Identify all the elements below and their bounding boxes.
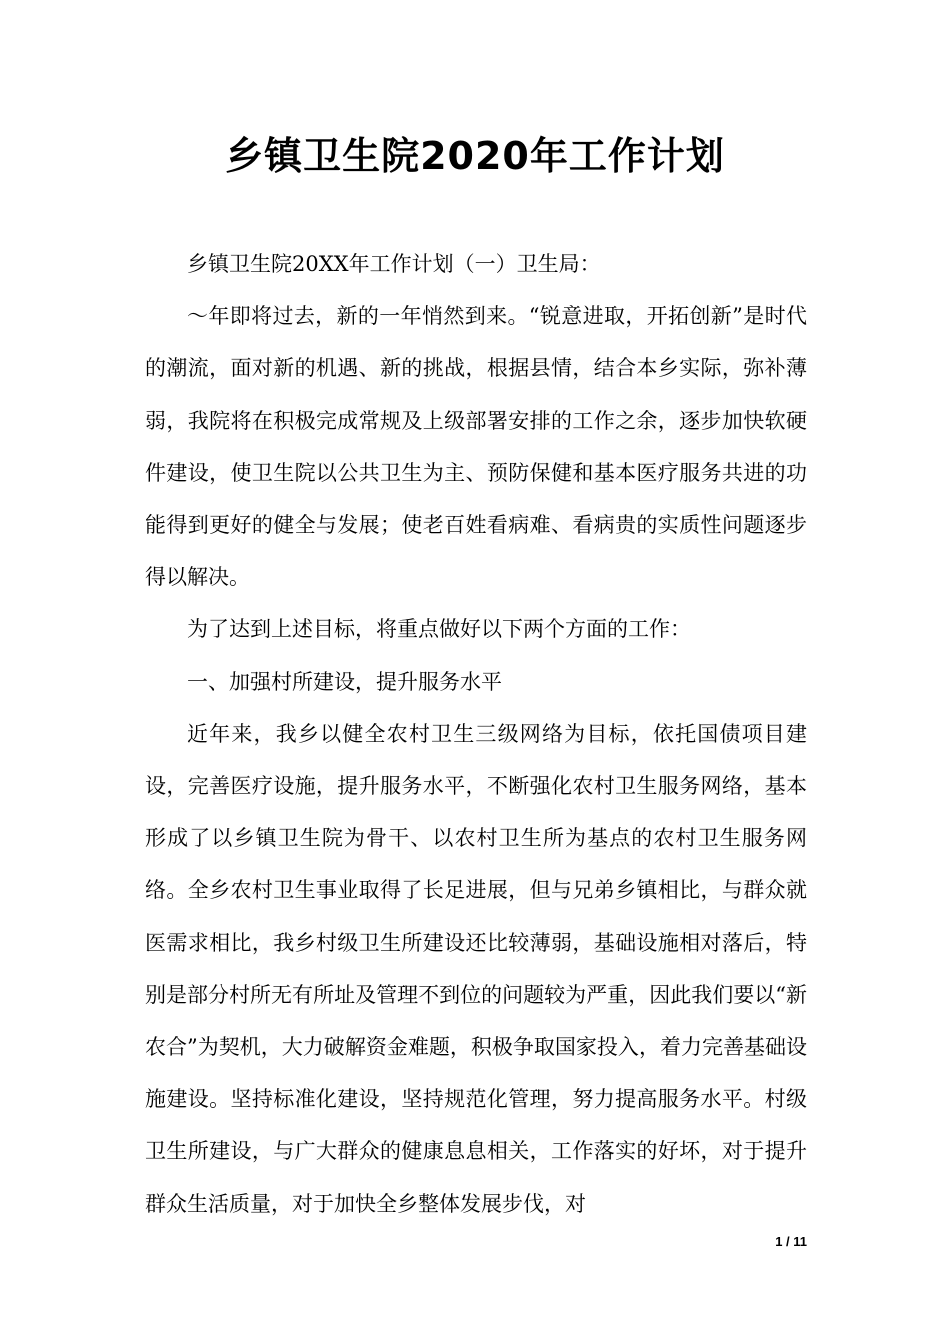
paragraph-section-1: 近年来，我乡以健全农村卫生三级网络为目标，依托国债项目建设，完善医疗设施，提升服务水平，不断强化农村卫生服务网络，基本形成了以乡镇卫生院为骨干、以农村卫生所为基点的农村卫生服务网络。全乡农村卫生事业取得了长足进展，但与兄弟乡镇相比，与群众就医需求相比，我乡村级卫生所建设还比较薄弱，基础设施相对落后，特别是部分村所无有所址及管理不到位的问题较为严重，因此我们要以“新农合”为契机，大力破解资金难题，积极争取国家投入，着力完善基础设施建设。坚持标准化建设，坚持规范化管理，努力提高服务水平。村级卫生所建设，与广大群众的健康息息相关，工作落实的好坏，对于提升群众生活质量，对于加快全乡整体发展步伐，对: [145, 721, 807, 1216]
paragraph-goal: 为了达到上述目标，将重点做好以下两个方面的工作：: [187, 617, 691, 642]
page-number: 1 / 11: [775, 1234, 807, 1249]
section-heading-1: 一、加强村所建设，提升服务水平: [187, 669, 502, 694]
document-body: [145, 238, 807, 1230]
document-title: 乡镇卫生院2020年工作计划: [225, 134, 725, 178]
paragraph-intro: ～年即将过去，新的一年悄然到来。“锐意进取，开拓创新”是时代的潮流，面对新的机遇、新的挑战，根据县情，结合本乡实际，弥补薄弱，我院将在积极完成常规及上级部署安排的工作之余，逐步加快软硬件建设，使卫生院以公共卫生为主、预防保健和基本医疗服务共进的功能得到更好的健全与发展；使老百姓看病难、看病贵的实质性问题逐步得以解决。: [145, 304, 807, 590]
paragraph-greeting: 乡镇卫生院20XX年工作计划（一）卫生局：: [187, 252, 601, 276]
